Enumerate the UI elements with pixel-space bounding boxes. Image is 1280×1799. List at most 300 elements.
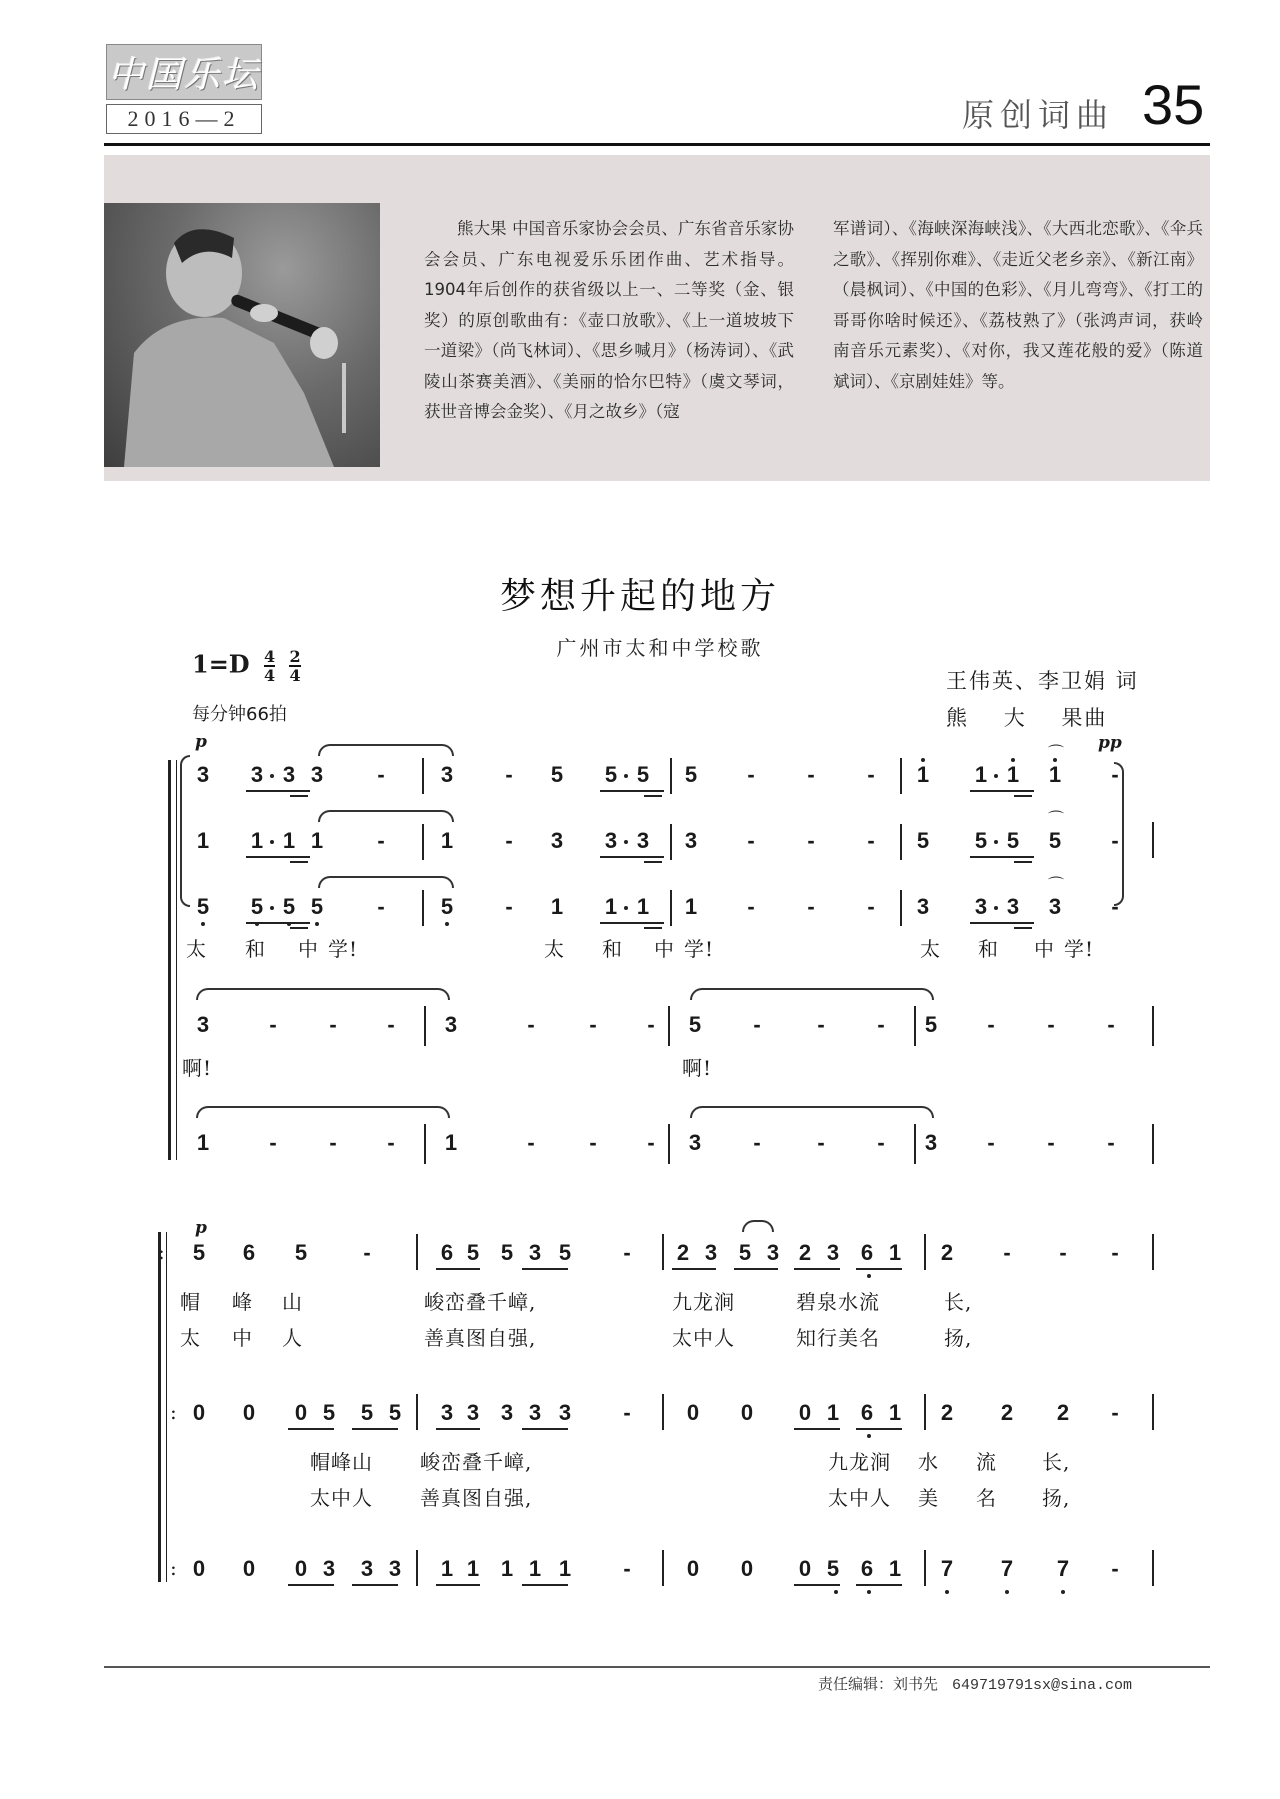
jianpu-note: 5	[1048, 828, 1062, 853]
jianpu-note: 0	[192, 1400, 206, 1425]
jianpu-note: 5	[684, 762, 698, 787]
bar-line	[914, 1124, 916, 1164]
jianpu-note: 5	[360, 1400, 374, 1425]
bar-line	[900, 824, 902, 860]
jianpu-note: 1	[196, 1130, 210, 1155]
repeat-sign: :	[170, 1400, 178, 1424]
jianpu-note: -	[817, 1012, 825, 1037]
jianpu-note: 1	[440, 1556, 454, 1581]
jianpu-note: 2	[940, 1400, 954, 1425]
tempo-marking: 每分钟66拍	[192, 704, 287, 725]
jianpu-note: 3	[688, 1130, 702, 1155]
jianpu-note: 5	[466, 1240, 480, 1265]
jianpu-note: 3	[916, 894, 930, 919]
lyric: 和	[602, 937, 623, 961]
slur	[742, 1220, 774, 1232]
fermata-icon: ⌒	[1048, 809, 1066, 828]
issue-number: 2016—2	[106, 104, 262, 134]
lyric: 知行美名	[796, 1326, 880, 1350]
jianpu-note: 3	[388, 1556, 402, 1581]
bar-line	[424, 1124, 426, 1164]
jianpu-note: -	[647, 1012, 655, 1037]
bar-line	[900, 758, 902, 794]
jianpu-note: -	[387, 1012, 395, 1037]
jianpu-note: 3	[1006, 894, 1020, 919]
bar-line	[662, 1550, 664, 1586]
jianpu-note: -	[387, 1130, 395, 1155]
bar-line	[1152, 1550, 1154, 1586]
jianpu-note: 2	[940, 1240, 954, 1265]
jianpu-note: -	[1111, 762, 1119, 787]
high-octave-dot	[921, 758, 925, 762]
bar-line	[670, 890, 672, 926]
jianpu-note: -	[1107, 1012, 1115, 1037]
augmentation-dot	[624, 774, 628, 778]
jianpu-note: -	[807, 828, 815, 853]
beam-line-16th	[290, 795, 308, 797]
jianpu-note: 5	[388, 1400, 402, 1425]
section-title: 原创词曲	[962, 96, 1115, 134]
augmentation-dot	[994, 840, 998, 844]
jianpu-note: -	[589, 1130, 597, 1155]
footer	[818, 1673, 1132, 1694]
low-octave-dot	[834, 1590, 838, 1594]
jianpu-note: 1	[916, 762, 930, 787]
jianpu-note: -	[647, 1130, 655, 1155]
beam-line	[856, 1584, 902, 1586]
lyric: 碧泉水流	[796, 1290, 880, 1314]
lyric: 和	[245, 937, 266, 961]
repeat-sign: :	[158, 1240, 166, 1264]
jianpu-note: 1	[888, 1556, 902, 1581]
jianpu-note: 2	[676, 1240, 690, 1265]
beam-line	[970, 922, 1034, 924]
lyric: 善真图自强,	[424, 1326, 537, 1350]
lyric: 长,	[944, 1290, 973, 1314]
lyric: 学!	[684, 937, 715, 961]
jianpu-note: 5	[916, 828, 930, 853]
beam-line	[794, 1268, 840, 1270]
jianpu-note: 3	[250, 762, 264, 787]
key-signature	[192, 648, 301, 684]
jianpu-note: -	[867, 894, 875, 919]
beam-line-16th	[290, 861, 308, 863]
jianpu-note: 5	[250, 894, 264, 919]
jianpu-note: 1	[558, 1556, 572, 1581]
jianpu-note: 3	[684, 828, 698, 853]
bar-line	[422, 890, 424, 926]
lyric: 峰	[232, 1290, 253, 1314]
lyric: 帽峰山	[310, 1450, 373, 1474]
jianpu-note: -	[817, 1130, 825, 1155]
jianpu-note: 5	[974, 828, 988, 853]
bar-line	[914, 1006, 916, 1046]
jianpu-note: -	[867, 762, 875, 787]
jianpu-note: 3	[766, 1240, 780, 1265]
jianpu-note: 1	[196, 828, 210, 853]
lyric: 长,	[1042, 1450, 1071, 1474]
bar-line	[422, 824, 424, 860]
song-credits	[946, 663, 1139, 737]
lyric: 中	[1034, 937, 1055, 961]
jianpu-note: 0	[686, 1556, 700, 1581]
song-subtitle: 广州市太和中学校歌	[556, 636, 764, 660]
lyric: 美	[918, 1486, 939, 1510]
jianpu-note: -	[867, 828, 875, 853]
jianpu-note: -	[1111, 1400, 1119, 1425]
beam-line	[970, 856, 1034, 858]
augmentation-dot	[270, 774, 274, 778]
footer-rule	[104, 1666, 1210, 1668]
jianpu-note: -	[877, 1012, 885, 1037]
jianpu-note: -	[807, 894, 815, 919]
jianpu-note: 3	[974, 894, 988, 919]
low-octave-dot	[445, 922, 449, 926]
lyricist: 王伟英、李卫娟 词	[946, 669, 1139, 693]
lyric: 扬,	[1042, 1486, 1071, 1510]
bar-line	[1152, 1124, 1154, 1164]
jianpu-note: 1	[826, 1400, 840, 1425]
lyric: 九龙涧	[672, 1290, 735, 1314]
beam-line	[794, 1428, 840, 1430]
jianpu-note: 3	[528, 1240, 542, 1265]
jianpu-note: -	[1111, 1240, 1119, 1265]
jianpu-note: 0	[740, 1556, 754, 1581]
jianpu-note: 1	[310, 828, 324, 853]
jianpu-note: -	[269, 1130, 277, 1155]
page-number: 35	[1142, 73, 1205, 136]
low-octave-dot	[315, 922, 319, 926]
jianpu-note: 3	[282, 762, 296, 787]
jianpu-note: 3	[310, 762, 324, 787]
jianpu-note: -	[753, 1130, 761, 1155]
editor-email[interactable]: 649719791sx@sina.com	[952, 1677, 1133, 1694]
tie-slur	[318, 876, 454, 888]
jianpu-note: 6	[860, 1556, 874, 1581]
jianpu-note: 3	[500, 1400, 514, 1425]
jianpu-note: -	[527, 1012, 535, 1037]
jianpu-note: 3	[636, 828, 650, 853]
jianpu-note: -	[623, 1240, 631, 1265]
bar-line	[924, 1234, 926, 1270]
augmentation-dot	[624, 840, 628, 844]
bar-line	[416, 1234, 418, 1270]
low-octave-dot	[945, 1590, 949, 1594]
lyric: 九龙涧	[828, 1450, 891, 1474]
lyric: 峻峦叠千嶂,	[424, 1290, 537, 1314]
high-octave-dot	[1011, 758, 1015, 762]
dynamic-p-2: p	[195, 1218, 207, 1238]
jianpu-note: 1	[466, 1556, 480, 1581]
beam-line	[246, 856, 310, 858]
beam-line-16th	[644, 861, 662, 863]
jianpu-note: -	[377, 762, 385, 787]
jianpu-note: -	[1003, 1240, 1011, 1265]
jianpu-note: -	[269, 1012, 277, 1037]
beam-line-16th	[644, 927, 662, 929]
header-rule	[104, 143, 1210, 146]
jianpu-note: 5	[310, 894, 324, 919]
jianpu-note: 3	[704, 1240, 718, 1265]
beam-line	[600, 922, 664, 924]
lyric: 善真图自强,	[420, 1486, 533, 1510]
jianpu-note: 7	[1056, 1556, 1070, 1581]
jianpu-note: -	[363, 1240, 371, 1265]
jianpu-note: 1	[444, 1130, 458, 1155]
jianpu-note: -	[1111, 894, 1119, 919]
jianpu-note: 5	[550, 762, 564, 787]
jianpu-note: 1	[888, 1240, 902, 1265]
jianpu-note: 3	[1048, 894, 1062, 919]
jianpu-note: 5	[924, 1012, 938, 1037]
low-octave-dot	[1061, 1590, 1065, 1594]
jianpu-note: 3	[550, 828, 564, 853]
beam-line	[600, 790, 664, 792]
song-title: 梦想升起的地方	[499, 576, 780, 617]
tie-slur	[690, 1106, 934, 1118]
jianpu-note: 0	[686, 1400, 700, 1425]
lyric: 名	[976, 1486, 997, 1510]
lyric: 中	[654, 937, 675, 961]
jianpu-note: 7	[1000, 1556, 1014, 1581]
jianpu-note: -	[747, 762, 755, 787]
lyric: 学!	[1064, 937, 1095, 961]
system-bracket	[168, 760, 177, 1160]
jianpu-note: 1	[636, 894, 650, 919]
jianpu-note: 3	[604, 828, 618, 853]
beam-line-16th	[1014, 927, 1032, 929]
low-octave-dot	[1005, 1590, 1009, 1594]
jianpu-note: 6	[860, 1400, 874, 1425]
beam-line	[352, 1584, 398, 1586]
jianpu-note: -	[505, 762, 513, 787]
jianpu-note: 5	[500, 1240, 514, 1265]
jianpu-note: 2	[798, 1240, 812, 1265]
jianpu-note: 3	[444, 1012, 458, 1037]
jianpu-note: 5	[282, 894, 296, 919]
bar-line	[1152, 1006, 1154, 1046]
jianpu-note: 5	[294, 1240, 308, 1265]
bio-text-left: 熊大果 中国音乐家协会会员、广东省音乐家协会会员、广东电视爱乐乐团作曲、艺术指导。1904年后创作的获省级以上一、二等奖（金、银奖）的原创歌曲有：《壶口放歌》、《上一道坡坡下一道梁》（尚飞林词）、《思乡喊月》（杨涛词）、《武陵山茶赛美酒》、《美丽的恰尔巴特》（虞文琴词，获世音博会金奖）、《月之故乡》（寇	[424, 219, 794, 421]
jianpu-note: 2	[1056, 1400, 1070, 1425]
jianpu-note: 7	[940, 1556, 954, 1581]
jianpu-note: 0	[192, 1556, 206, 1581]
augmentation-dot	[270, 906, 274, 910]
jianpu-note: -	[1047, 1130, 1055, 1155]
jianpu-note: -	[1111, 1556, 1119, 1581]
jianpu-note: 2	[1000, 1400, 1014, 1425]
beam-line	[288, 1428, 334, 1430]
jianpu-note: 1	[250, 828, 264, 853]
beam-line	[522, 1428, 568, 1430]
repeat-sign: :	[170, 1556, 178, 1580]
beam-line-16th	[1014, 795, 1032, 797]
jianpu-note: -	[747, 828, 755, 853]
jianpu-note: 0	[798, 1400, 812, 1425]
lyric: 帽	[180, 1290, 201, 1314]
jianpu-note: 5	[322, 1400, 336, 1425]
bar-line	[1152, 822, 1154, 858]
bar-line	[662, 1394, 664, 1430]
jianpu-note: 3	[826, 1240, 840, 1265]
key-label: 1=D	[192, 649, 250, 679]
bar-line	[424, 1006, 426, 1046]
beam-line	[734, 1268, 778, 1270]
jianpu-note: 0	[294, 1556, 308, 1581]
bar-line	[662, 1234, 664, 1270]
tie-slur	[690, 988, 934, 1000]
jianpu-note: 5	[636, 762, 650, 787]
low-octave-dot	[201, 922, 205, 926]
jianpu-note: 0	[242, 1400, 256, 1425]
tie-slur	[196, 1106, 450, 1118]
lyric: 太中人	[828, 1486, 891, 1510]
lyric: 和	[978, 937, 999, 961]
jianpu-note: -	[807, 762, 815, 787]
jianpu-note: 5	[604, 762, 618, 787]
beam-line	[246, 922, 310, 924]
jianpu-note: 3	[196, 762, 210, 787]
jianpu-note: 3	[466, 1400, 480, 1425]
lyric: 学!	[328, 937, 359, 961]
jianpu-note: 1	[500, 1556, 514, 1581]
jianpu-note: 5	[1006, 828, 1020, 853]
jianpu-note: -	[589, 1012, 597, 1037]
jianpu-note: -	[623, 1400, 631, 1425]
jianpu-note: 6	[440, 1240, 454, 1265]
jianpu-note: 0	[740, 1400, 754, 1425]
jianpu-note: 5	[688, 1012, 702, 1037]
augmentation-dot	[994, 774, 998, 778]
augmentation-dot	[994, 906, 998, 910]
bar-line	[1152, 1234, 1154, 1270]
jianpu-note: -	[505, 828, 513, 853]
bar-line	[416, 1550, 418, 1586]
bar-line	[670, 758, 672, 794]
beam-line	[672, 1268, 716, 1270]
jianpu-note: 1	[604, 894, 618, 919]
tie-slur	[318, 744, 454, 756]
bar-line	[668, 1006, 670, 1046]
jianpu-note: 5	[196, 894, 210, 919]
jianpu-note: 0	[798, 1556, 812, 1581]
lyric: 人	[282, 1326, 303, 1350]
beam-line	[794, 1584, 840, 1586]
jianpu-note: 0	[294, 1400, 308, 1425]
editor-credit: 责任编辑：刘书先	[818, 1675, 939, 1693]
jianpu-note: 5	[440, 894, 454, 919]
fermata-icon: ⌒	[1048, 875, 1066, 894]
lyric: 啊!	[682, 1056, 713, 1080]
system-bracket-2	[158, 1232, 167, 1582]
beam-line	[436, 1584, 480, 1586]
beam-line	[522, 1584, 568, 1586]
tie-slur	[318, 810, 454, 822]
beam-line-16th	[1014, 861, 1032, 863]
beam-line	[436, 1268, 480, 1270]
jianpu-note: 5	[192, 1240, 206, 1265]
jianpu-note: -	[377, 828, 385, 853]
lyric: 水	[918, 1450, 939, 1474]
magazine-logo: 中国乐坛	[106, 44, 262, 100]
jianpu-note: 1	[550, 894, 564, 919]
tie-slur	[196, 988, 450, 1000]
lyric: 中	[298, 937, 319, 961]
bar-line	[924, 1394, 926, 1430]
lyric: 太	[180, 1326, 201, 1350]
beam-line	[352, 1428, 398, 1430]
bar-line	[900, 890, 902, 926]
jianpu-note: 3	[924, 1130, 938, 1155]
jianpu-note: -	[505, 894, 513, 919]
jianpu-note: 1	[684, 894, 698, 919]
dynamic-pp: pp	[1098, 733, 1122, 753]
jianpu-note: 1	[528, 1556, 542, 1581]
beam-line	[856, 1428, 902, 1430]
jianpu-note: -	[987, 1012, 995, 1037]
beam-line	[522, 1268, 568, 1270]
performer-image-icon	[104, 203, 380, 467]
fermata-icon: ⌒	[1048, 743, 1066, 762]
augmentation-dot	[270, 840, 274, 844]
composer: 熊 大 果曲	[946, 706, 1108, 730]
jianpu-note: 3	[360, 1556, 374, 1581]
jianpu-note: -	[377, 894, 385, 919]
jianpu-note: -	[1059, 1240, 1067, 1265]
lyric: 流	[976, 1450, 997, 1474]
bar-line	[670, 824, 672, 860]
jianpu-note: 1	[440, 828, 454, 853]
jianpu-note: 1	[1048, 762, 1062, 787]
lyric: 太中人	[672, 1326, 735, 1350]
beam-line	[288, 1584, 334, 1586]
beam-line	[970, 790, 1034, 792]
jianpu-note: 3	[528, 1400, 542, 1425]
jianpu-note: 3	[322, 1556, 336, 1581]
jianpu-note: 3	[440, 762, 454, 787]
jianpu-note: 3	[558, 1400, 572, 1425]
composer-photo	[104, 203, 380, 467]
beam-line-16th	[644, 795, 662, 797]
jianpu-note: -	[527, 1130, 535, 1155]
dynamic-p: p	[195, 732, 207, 752]
time-signature-2: $\frac{2}{4}$	[289, 647, 301, 685]
low-octave-dot	[867, 1274, 871, 1278]
bar-line	[924, 1550, 926, 1586]
bio-text-right: 军谱词）、《海峡深海峡浅》、《大西北恋歌》、《伞兵之歌》、《挥别你难》、《走近父老乡亲》、《新江南》（晨枫词）、《中国的色彩》、《月儿弯弯》、《打工的哥哥你啥时候还》、《荔枝熟了》（张鸿声词，获岭南音乐元素奖）、《对你，我又莲花般的爱》（陈道斌词）、《京剧娃娃》等。	[833, 219, 1203, 391]
jianpu-note: 0	[242, 1556, 256, 1581]
jianpu-note: -	[329, 1012, 337, 1037]
bar-line	[422, 758, 424, 794]
jianpu-note: 6	[860, 1240, 874, 1265]
jianpu-note: -	[623, 1556, 631, 1581]
lyric: 山	[282, 1290, 303, 1314]
lyric: 太	[186, 937, 207, 961]
time-signature-1: $\frac{4}{4}$	[263, 647, 276, 685]
lyric: 中	[232, 1326, 253, 1350]
beam-line	[600, 856, 664, 858]
jianpu-note: -	[877, 1130, 885, 1155]
bar-line	[416, 1394, 418, 1430]
jianpu-note: -	[753, 1012, 761, 1037]
augmentation-dot	[624, 906, 628, 910]
jianpu-note: -	[1111, 828, 1119, 853]
jianpu-note: -	[329, 1130, 337, 1155]
lyric: 啊!	[182, 1056, 213, 1080]
jianpu-note: 5	[558, 1240, 572, 1265]
lyric: 扬,	[944, 1326, 973, 1350]
jianpu-note: 3	[440, 1400, 454, 1425]
